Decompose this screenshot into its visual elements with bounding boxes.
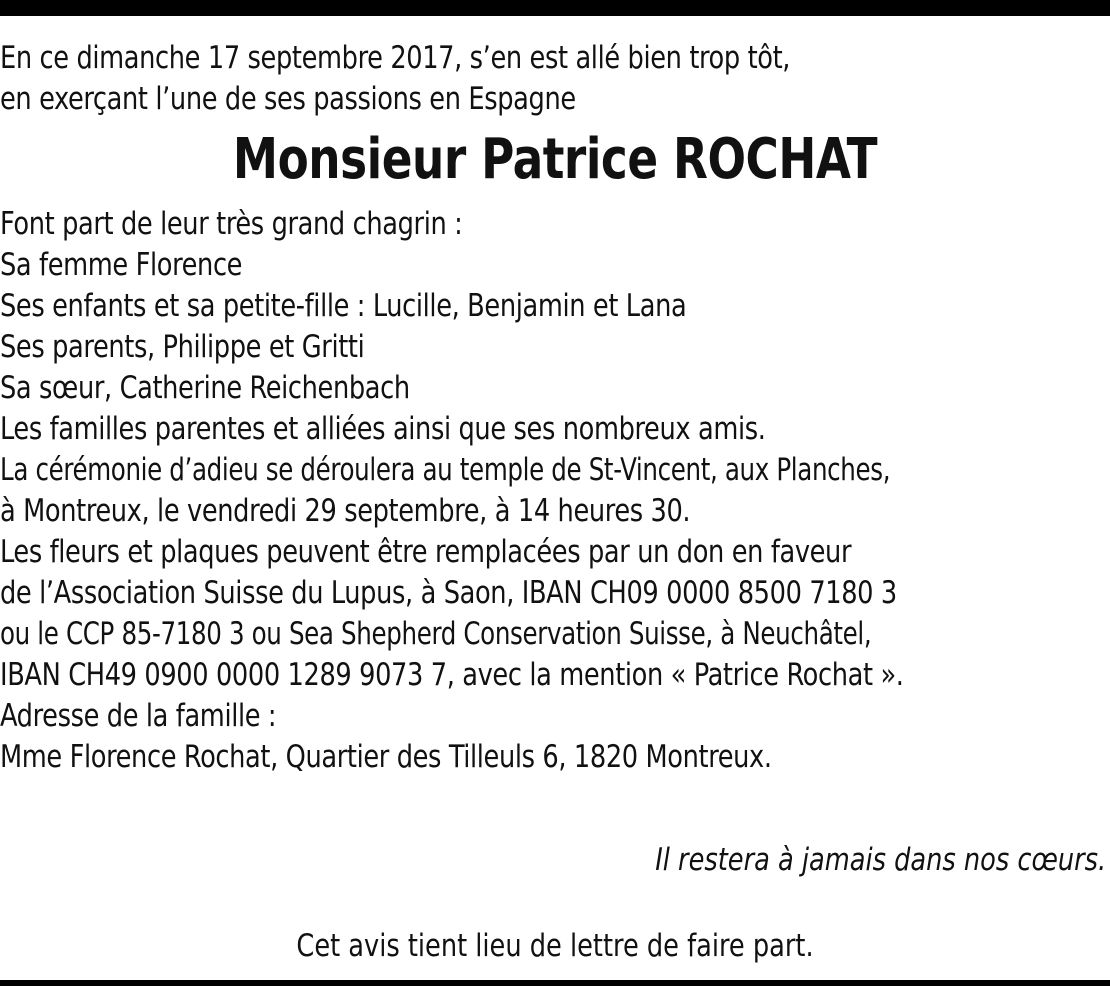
body-line: La cérémonie d’adieu se déroulera au temple de St-Vincent, aux Planches, [0,452,891,488]
body-line: Sa sœur, Catherine Reichenbach [0,370,410,406]
bottom-border-rule [0,980,1110,986]
body-line: ou le CCP 85-7180 3 ou Sea Shepherd Conservation Suisse, à Neuchâtel, [0,616,872,652]
top-border-rule [0,0,1110,16]
notice-body [0,204,1110,778]
footer-note: Cet avis tient lieu de lettre de faire part. [296,928,814,964]
body-line: Mme Florence Rochat, Quartier des Tilleuls 6, 1820 Montreux. [0,739,772,775]
body-line: Les fleurs et plaques peuvent être remplacées par un don en faveur [0,534,852,570]
obituary-notice [0,38,1110,778]
body-line: à Montreux, le vendredi 29 septembre, à 14 heures 30. [0,493,691,529]
body-line: Les familles parentes et alliées ainsi que ses nombreux amis. [0,411,766,447]
body-line: Font part de leur très grand chagrin : [0,206,463,242]
deceased-name: Monsieur Patrice ROCHAT [232,127,878,192]
body-line: Sa femme Florence [0,247,243,283]
intro-line: En ce dimanche 17 septembre 2017, s’en est allé bien trop tôt, [0,40,791,76]
intro-line: en exerçant l’une de ses passions en Espagne [0,81,576,117]
body-line: de l’Association Suisse du Lupus, à Saon, IBAN CH09 0000 8500 7180 3 [0,575,897,611]
body-line: IBAN CH49 0900 0000 1289 9073 7, avec la mention « Patrice Rochat ». [0,657,904,693]
body-line: Adresse de la famille : [0,698,277,734]
body-line: Ses enfants et sa petite-fille : Lucille, Benjamin et Lana [0,288,687,324]
closing-sentiment: Il restera à jamais dans nos cœurs. [655,842,1106,878]
body-line: Ses parents, Philippe et Gritti [0,329,365,365]
